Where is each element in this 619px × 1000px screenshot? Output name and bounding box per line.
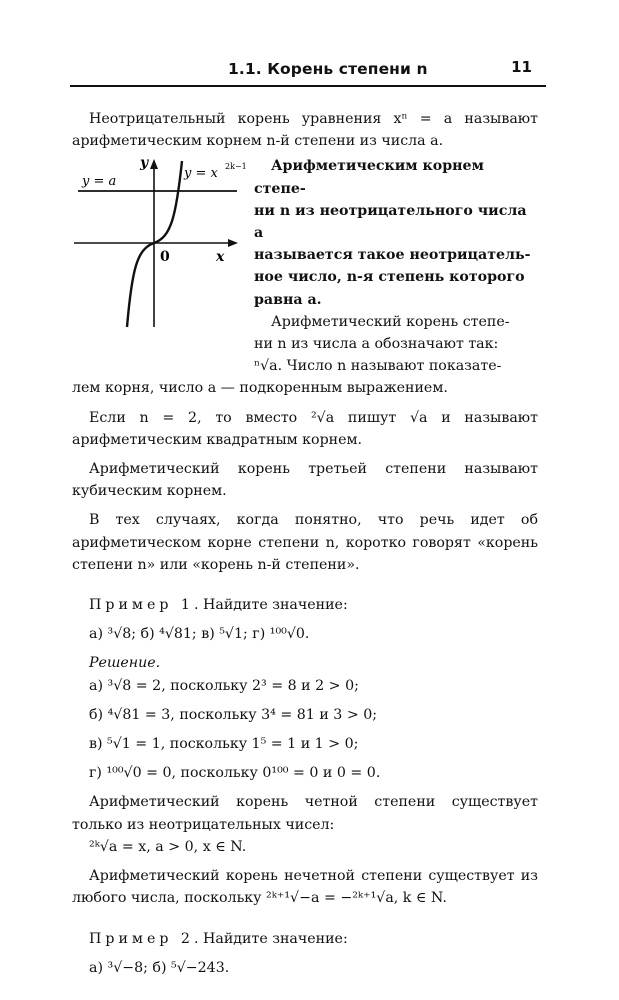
- example-1-task: а) ³√8; б) ⁴√81; в) ⁵√1; г) ¹⁰⁰√0.: [89, 626, 310, 643]
- intro-paragraph: Неотрицательный корень уравнения xⁿ = a называют арифметическим корнем n-й степени из числа a.: [72, 111, 538, 150]
- graph-figure: [72, 159, 248, 331]
- notation-line: ⁿ√a. Число n называют показате-: [254, 358, 502, 375]
- example-2-label: Пример 2: [89, 930, 194, 947]
- y-axis-label: y: [140, 159, 149, 172]
- section-title: 1.1. Корень степени n: [228, 60, 428, 78]
- page-number: 11: [511, 58, 532, 76]
- example-2-task: а) ³√−8; б) ⁵√−243.: [89, 959, 230, 976]
- origin-label: 0: [160, 249, 170, 266]
- solution-b: б) ⁴√81 = 3, поскольку 3⁴ = 81 и 3 > 0;: [89, 706, 378, 723]
- even-root-paragraph: Арифметический корень четной степени существует только из неотрицательных чисел:: [72, 794, 538, 833]
- definition-text: [254, 155, 537, 377]
- definition-line: называется такое неотрицатель-: [254, 247, 531, 264]
- notation-line: ни n из числа a обозначают так:: [254, 336, 499, 353]
- x-axis-label: x: [216, 249, 225, 266]
- cases-paragraph: В тех случаях, когда понятно, что речь идет об арифметическом корне степени n, коротко говорят «корень степени n» или «корень n-й степени».: [72, 512, 538, 573]
- notation-continuation: лем корня, число a — подкоренным выражением.: [72, 380, 448, 397]
- example-2-title: . Найдите значение:: [193, 930, 348, 947]
- definition-line: ни n из неотрицательного числа a: [254, 202, 527, 242]
- definition-block: [72, 155, 538, 377]
- solution-d: г) ¹⁰⁰√0 = 0, поскольку 0¹⁰⁰ = 0 и 0 = 0.: [89, 765, 381, 782]
- solution-label: Решение.: [89, 655, 161, 672]
- curve-exponent: 2k−1: [225, 162, 247, 172]
- line-label: y = a: [82, 174, 117, 190]
- square-root-paragraph: Если n = 2, то вместо ²√a пишут √a и называют арифметическим квадратным корнем.: [72, 409, 538, 448]
- solution-a: а) ³√8 = 2, поскольку 2³ = 8 и 2 > 0;: [89, 677, 359, 694]
- example-1-heading: [72, 594, 538, 616]
- header-divider: [70, 85, 546, 87]
- example-1-label: Пример 1: [89, 597, 194, 614]
- definition-line: Арифметическим корнем степе-: [254, 158, 484, 197]
- definition-line: равна a.: [254, 291, 322, 308]
- page-body: [72, 108, 538, 979]
- solution-c: в) ⁵√1 = 1, поскольку 1⁵ = 1 и 1 > 0;: [89, 736, 359, 753]
- cube-root-paragraph: Арифметический корень третьей степени называют кубическим корнем.: [72, 461, 538, 500]
- example-2-heading: [72, 928, 538, 950]
- example-1-title: . Найдите значение:: [193, 597, 348, 614]
- curve-label: y = x: [184, 166, 218, 182]
- odd-root-paragraph: Арифметический корень нечетной степени существует из любого числа, поскольку ²ᵏ⁺¹√−a = −²ᵏ⁺¹√a, k ∈ N.: [72, 868, 538, 907]
- notation-line: Арифметический корень степе-: [271, 313, 510, 330]
- even-root-formula: ²ᵏ√a = x, a > 0, x ∈ N.: [89, 838, 247, 855]
- page-header: [70, 52, 546, 88]
- definition-line: ное число, n-я степень которого: [254, 269, 525, 286]
